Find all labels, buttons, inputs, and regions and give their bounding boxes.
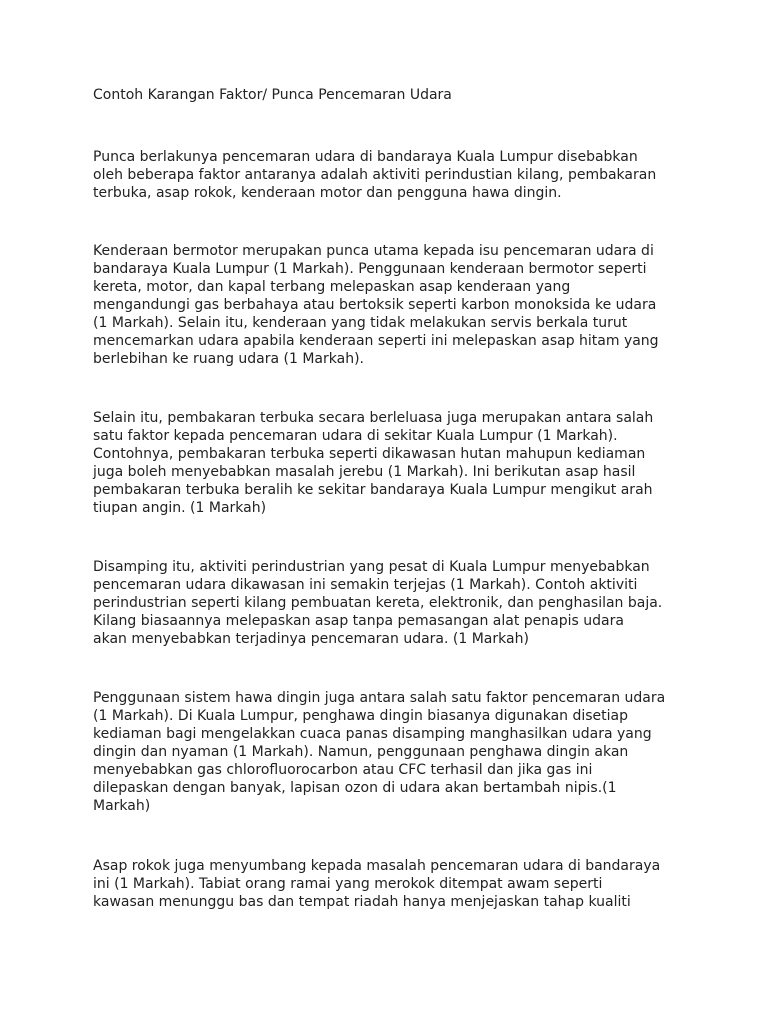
paragraph-line: kawasan menunggu bas dan tempat riadah hanya menjejaskan tahap kualiti <box>93 894 631 910</box>
paragraph-line: Contohnya, pembakaran terbuka seperti dikawasan hutan mahupun kediaman <box>93 446 646 462</box>
paragraph-line: pembakaran terbuka beralih ke sekitar bandaraya Kuala Lumpur mengikut arah <box>93 482 653 498</box>
document-title: Contoh Karangan Faktor/ Punca Pencemaran Udara <box>93 87 452 103</box>
paragraph-line: berlebihan ke ruang udara (1 Markah). <box>93 351 364 367</box>
paragraph-line: oleh beberapa faktor antaranya adalah aktiviti perindustian kilang, pembakaran <box>93 167 657 183</box>
paragraph-line: mengandungi gas berbahaya atau bertoksik seperti karbon monoksida ke udara <box>93 297 657 313</box>
paragraph-line: terbuka, asap rokok, kenderaan motor dan pengguna hawa dingin. <box>93 185 562 201</box>
paragraph-line: kereta, motor, dan kapal terbang melepaskan asap kenderaan yang <box>93 279 571 295</box>
paragraph-line: (1 Markah). Di Kuala Lumpur, penghawa dingin biasanya digunakan disetiap <box>93 708 629 724</box>
paragraph-line: dingin dan nyaman (1 Markah). Namun, penggunaan penghawa dingin akan <box>93 744 629 760</box>
paragraph-line: bandaraya Kuala Lumpur (1 Markah). Penggunaan kenderaan bermotor seperti <box>93 261 647 277</box>
paragraph-kenderaan <box>93 242 659 368</box>
paragraph-line: Penggunaan sistem hawa dingin juga antara salah satu faktor pencemaran udara <box>93 690 666 706</box>
paragraph-line: Asap rokok juga menyumbang kepada masalah pencemaran udara di bandaraya <box>93 858 661 874</box>
paragraph-line: menyebabkan gas chlorofluorocarbon atau CFC terhasil dan jika gas ini <box>93 762 593 778</box>
paragraph-line: Markah) <box>93 798 151 814</box>
paragraph-line: ini (1 Markah). Tabiat orang ramai yang merokok ditempat awam seperti <box>93 876 603 892</box>
paragraph-line: Selain itu, pembakaran terbuka secara berleluasa juga merupakan antara salah <box>93 410 654 426</box>
paragraph-perindustrian <box>93 558 662 648</box>
paragraph-line: dilepaskan dengan banyak, lapisan ozon di udara akan bertambah nipis.(1 <box>93 780 617 796</box>
paragraph-line: akan menyebabkan terjadinya pencemaran udara. (1 Markah) <box>93 631 529 647</box>
paragraph-line: kediaman bagi mengelakkan cuaca panas disamping manghasilkan udara yang <box>93 726 652 742</box>
paragraph-line: mencemarkan udara apabila kenderaan seperti ini melepaskan asap hitam yang <box>93 333 659 349</box>
paragraph-line: Kilang biasaannya melepaskan asap tanpa pemasangan alat penapis udara <box>93 613 624 629</box>
paragraph-asap-rokok <box>93 857 660 911</box>
paragraph-line: (1 Markah). Selain itu, kenderaan yang tidak melakukan servis berkala turut <box>93 315 628 331</box>
paragraph-hawa-dingin <box>93 689 665 815</box>
paragraph-line: Kenderaan bermotor merupakan punca utama kepada isu pencemaran udara di <box>93 243 654 259</box>
paragraph-line: juga boleh menyebabkan masalah jerebu (1 Markah). Ini berikutan asap hasil <box>93 464 636 480</box>
paragraph-line: perindustrian seperti kilang pembuatan kereta, elektronik, dan penghasilan baja. <box>93 595 663 611</box>
paragraph-line: tiupan angin. (1 Markah) <box>93 500 267 516</box>
paragraph-pembakaran <box>93 409 653 517</box>
paragraph-line: pencemaran udara dikawasan ini semakin terjejas (1 Markah). Contoh aktiviti <box>93 577 638 593</box>
paragraph-line: Disamping itu, aktiviti perindustrian yang pesat di Kuala Lumpur menyebabkan <box>93 559 650 575</box>
paragraph-intro <box>93 148 656 202</box>
paragraph-line: satu faktor kepada pencemaran udara di sekitar Kuala Lumpur (1 Markah). <box>93 428 618 444</box>
paragraph-line: Punca berlakunya pencemaran udara di bandaraya Kuala Lumpur disebabkan <box>93 149 638 165</box>
